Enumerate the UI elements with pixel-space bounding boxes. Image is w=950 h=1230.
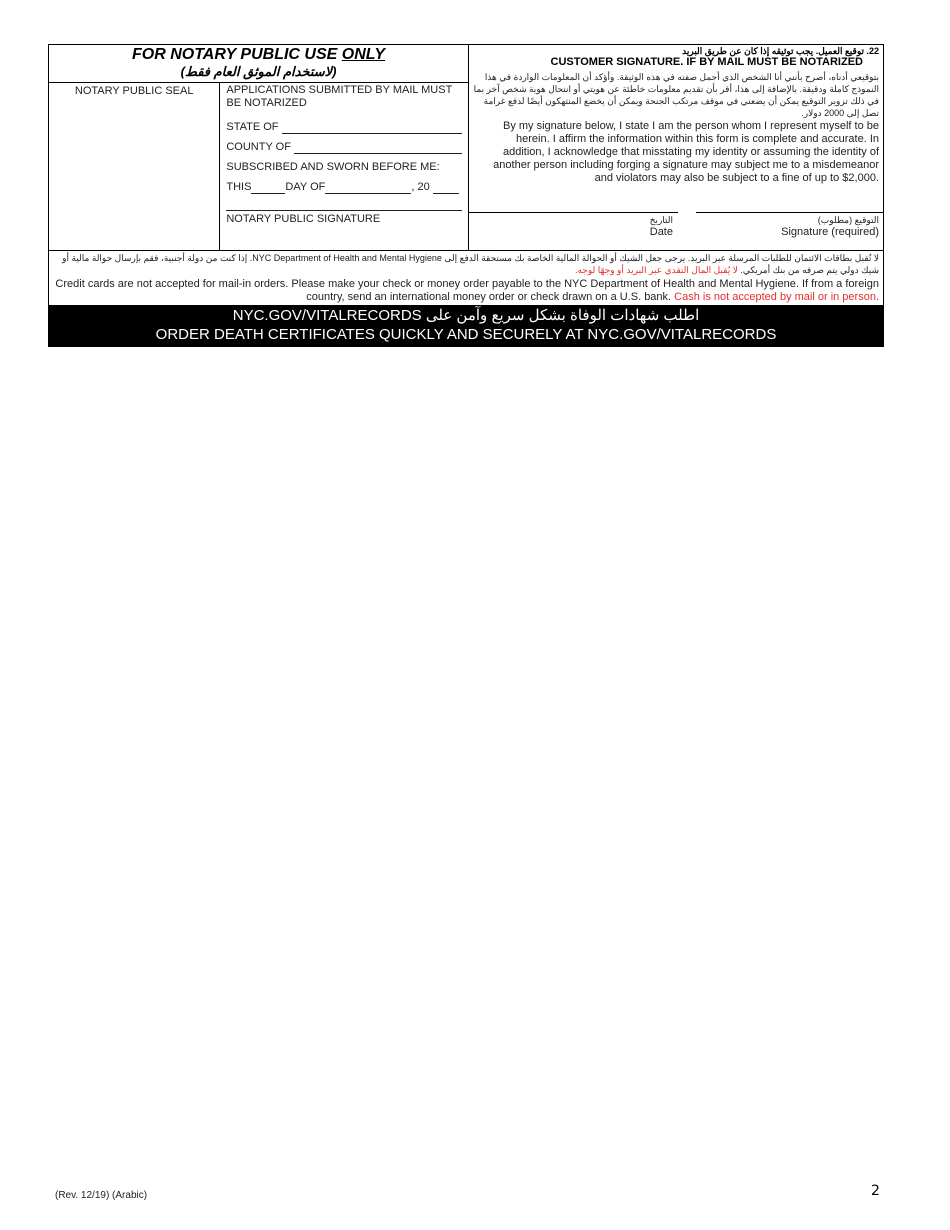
payment-notice-english-text: Credit cards are not accepted for mail-in orders. Please make your check or money order payable to the NYC Department of Health and Mental Hygiene. If from a foreign country, send an international money order or check drawn on a U.S. bank. xyxy=(55,278,879,303)
payment-notice xyxy=(49,251,883,305)
county-field[interactable] xyxy=(294,142,462,154)
notary-signature-line[interactable] xyxy=(226,210,462,226)
notary-seal-area xyxy=(49,83,220,250)
page-number: 2 xyxy=(871,1183,880,1199)
payment-notice-english xyxy=(53,278,879,304)
month-field[interactable] xyxy=(325,182,411,194)
revision-label: (Rev. 12/19) (Arabic) xyxy=(55,1190,148,1201)
day-field[interactable] xyxy=(251,182,285,194)
form-top-row xyxy=(49,45,883,251)
customer-signature-row xyxy=(469,212,883,250)
customer-heading: CUSTOMER SIGNATURE. IF BY MAIL MUST BE NOTARIZED xyxy=(550,56,863,68)
customer-statement-arabic: بتوقيعي أدناه، أصرح بأنني أنا الشخص الذي أحمل صفته في هذه الوثيقة. وأؤكد أن المعلومات الواردة في هذا النموذج كاملة ودقيقة. بالإضافة إلى هذا، أقر بأن تقديم معلومات خاطئة عن هويتي أو انتحال هوية شخص آخر بما في ذلك تزوير التوقيع يمكن أن يضعني في موقف مرتكب الجنحة ويمكن أن يخضع المنتهكون أيضًا لدفع غرامة تصل إلى 2000 دولار. xyxy=(473,72,879,118)
cash-warning-arabic: لا يُقبل المال النقدي عبر البريد أو وجهًا لوجه. xyxy=(574,265,738,275)
customer-section xyxy=(469,45,883,250)
cash-warning-english: Cash is not accepted by mail or in person. xyxy=(674,291,879,303)
customer-statement-english: By my signature below, I state I am the person whom I represent myself to be herein. I affirm the information within this form is complete and accurate. In addition, I acknowledge that misstating my identity or assuming the identity of another person including forging a signature may subject me to a misdemeanor and violators may also be subject to a fine of up to $2,000. xyxy=(493,120,879,184)
signature-label-arabic: التوقيع (مطلوب) xyxy=(817,215,879,225)
notary-title-arabic: (لاستخدام الموثق العام فقط) xyxy=(180,64,337,79)
order-banner-english: ORDER DEATH CERTIFICATES QUICKLY AND SECURELY AT NYC.GOV/VITALRECORDS xyxy=(155,326,777,343)
order-banner xyxy=(49,305,883,346)
signature-label: Signature (required) xyxy=(781,226,879,238)
date-label: Date xyxy=(649,226,673,238)
notary-heading xyxy=(49,45,468,83)
date-line xyxy=(226,181,462,194)
order-banner-arabic: اطلب شهادات الوفاة بشكل سريع وآمن على NYC.GOV/VITALRECORDS xyxy=(232,307,700,324)
sworn-label: SUBSCRIBED AND SWORN BEFORE ME: xyxy=(226,161,440,173)
notary-signature-label: NOTARY PUBLIC SIGNATURE xyxy=(226,213,381,225)
notary-body xyxy=(49,83,468,250)
this-label: THIS xyxy=(226,181,252,193)
signature-gap xyxy=(678,212,696,250)
day-of-label: DAY OF xyxy=(285,181,326,193)
notary-title-only: ONLY xyxy=(341,46,386,63)
date-label-arabic: التاريخ xyxy=(649,215,673,225)
notary-customer-form xyxy=(48,44,884,347)
year-label: , 20 xyxy=(411,181,430,193)
customer-date-field[interactable] xyxy=(469,212,678,250)
state-field[interactable] xyxy=(282,122,462,134)
state-label: STATE OF xyxy=(226,121,279,133)
notary-title-prefix: FOR NOTARY PUBLIC USE xyxy=(131,46,342,63)
state-line xyxy=(226,121,462,134)
mail-notice: APPLICATIONS SUBMITTED BY MAIL MUST BE NOTARIZED xyxy=(226,84,453,109)
payment-notice-arabic xyxy=(53,252,879,276)
customer-statement xyxy=(469,45,883,212)
notary-seal-label: NOTARY PUBLIC SEAL xyxy=(74,85,194,97)
notary-section xyxy=(49,45,469,250)
notary-title xyxy=(49,46,468,64)
year-field[interactable] xyxy=(433,182,459,194)
notary-fields xyxy=(220,83,468,250)
county-label: COUNTY OF xyxy=(226,141,291,153)
customer-heading-arabic: 22. توقيع العميل. يجب توثيقه إذا كان عن طريق البريد xyxy=(682,46,879,56)
customer-signature-field[interactable] xyxy=(696,212,883,250)
county-line xyxy=(226,141,462,154)
sworn-line xyxy=(226,161,462,174)
payment-notice-arabic-text: لا تُقبل بطاقات الائتمان للطلبات المرسلة عبر البريد. يرجى جعل الشيك أو الحوالة المالية الخاصة بك مستحقة الدفع إلى NYC Department of Health and Mental Hygiene. إذا كنت من دولة أجنبية، فقم بإرسال حوالة مالية أو شيك دولي يتم صرفه من بنك أمريكي. xyxy=(62,253,879,275)
